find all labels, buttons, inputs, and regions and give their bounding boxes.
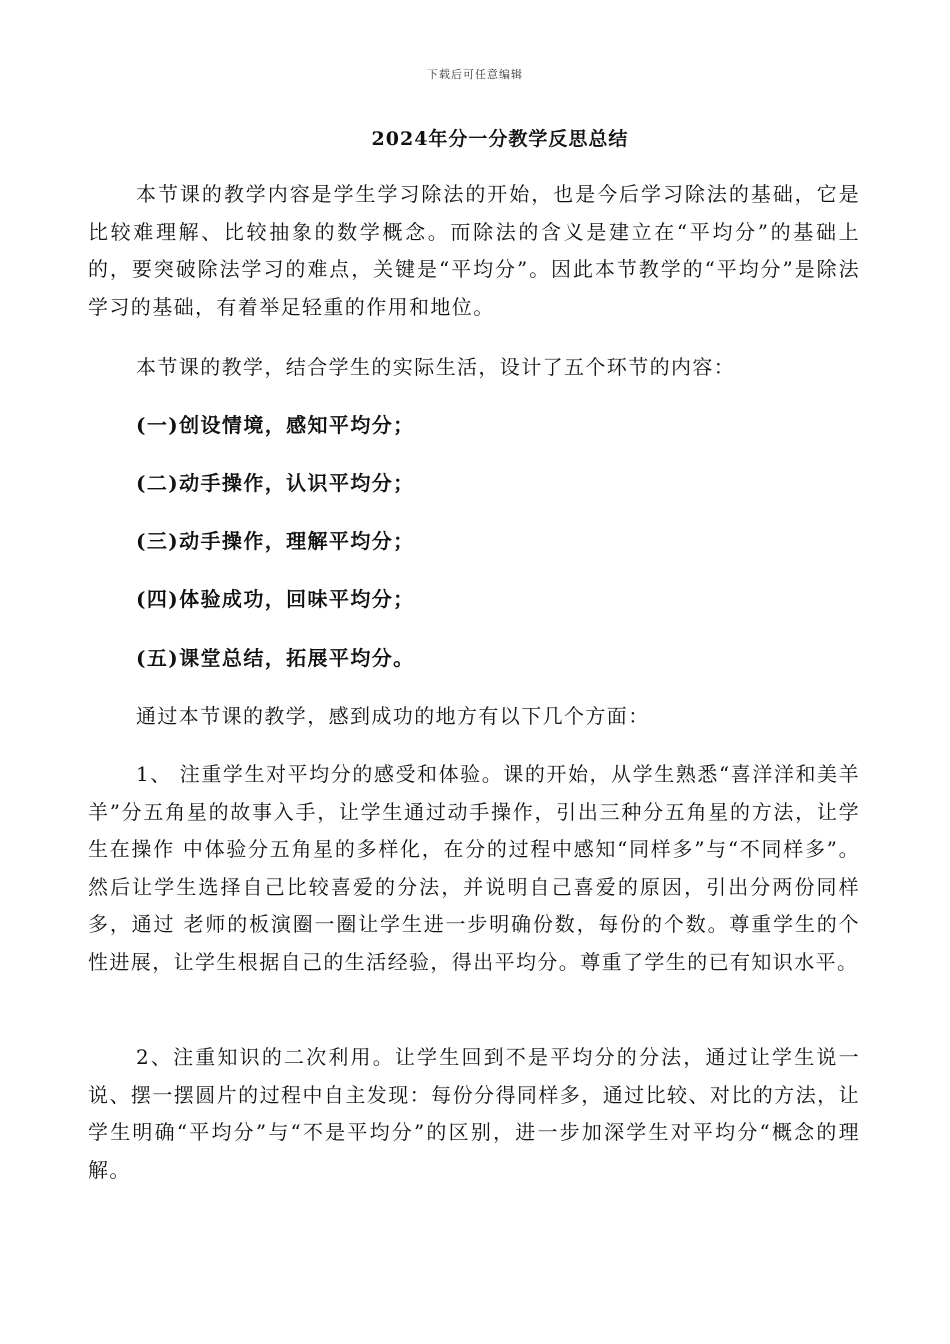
step-item-2: (二)动手操作，认识平均分； — [136, 471, 415, 495]
point-1-paragraph: 1、 注重学生对平均分的感受和体验。课的开始，从学生熟悉“喜洋洋和美羊羊”分五角星的故事入手，让学生通过动手操作，引出三种分五角星的方法，让学生在操作 中体验分五角星的多样化，在分的过程中感知“同样多”与“不同样多”。然后让学生选择自己比较喜爱的分法，并说明自己喜爱的原因，引出分两份同样多，通过 老师的板演圈一圈让学生进一步明确份数，每份的个数。尊重学生的个性进展，让学生根据自己的生活经验，得出平均分。尊重了学生的已有知识水平。 — [88, 762, 860, 974]
point-2-paragraph: 2、注重知识的二次利用。让学生回到不是平均分的分法，通过让学生说一说、摆一摆圆片的过程中自主发现：每份分得同样多，通过比较、对比的方法，让学生明确“平均分”与“不是平均分”的区别，进一步加深学生对平均分“概念的理解。 — [88, 1045, 860, 1182]
step-item-4: (四)体验成功，回味平均分； — [136, 587, 415, 611]
success-intro: 通过本节课的教学，感到成功的地方有以下几个方面： — [136, 704, 650, 728]
step-item-3: (三)动手操作，理解平均分； — [136, 529, 415, 553]
header-note: 下载后可任意编辑 — [427, 68, 523, 81]
step-item-1: (一)创设情境，感知平均分； — [136, 413, 415, 437]
intro-paragraph: 本节课的教学内容是学生学习除法的开始，也是今后学习除法的基础，它是比较难理解、比较抽象的数学概念。而除法的含义是建立在“平均分”的基础上的，要突破除法学习的难点，关键是“平均分”。因此本节教学的“平均分”是除法学习的基础，有着举足轻重的作用和地位。 — [88, 182, 860, 319]
document-title: 2024年分一分教学反思总结 — [371, 128, 629, 150]
design-intro: 本节课的教学，结合学生的实际生活，设计了五个环节的内容： — [136, 355, 736, 379]
step-item-5: (五)课堂总结，拓展平均分。 — [136, 646, 415, 670]
